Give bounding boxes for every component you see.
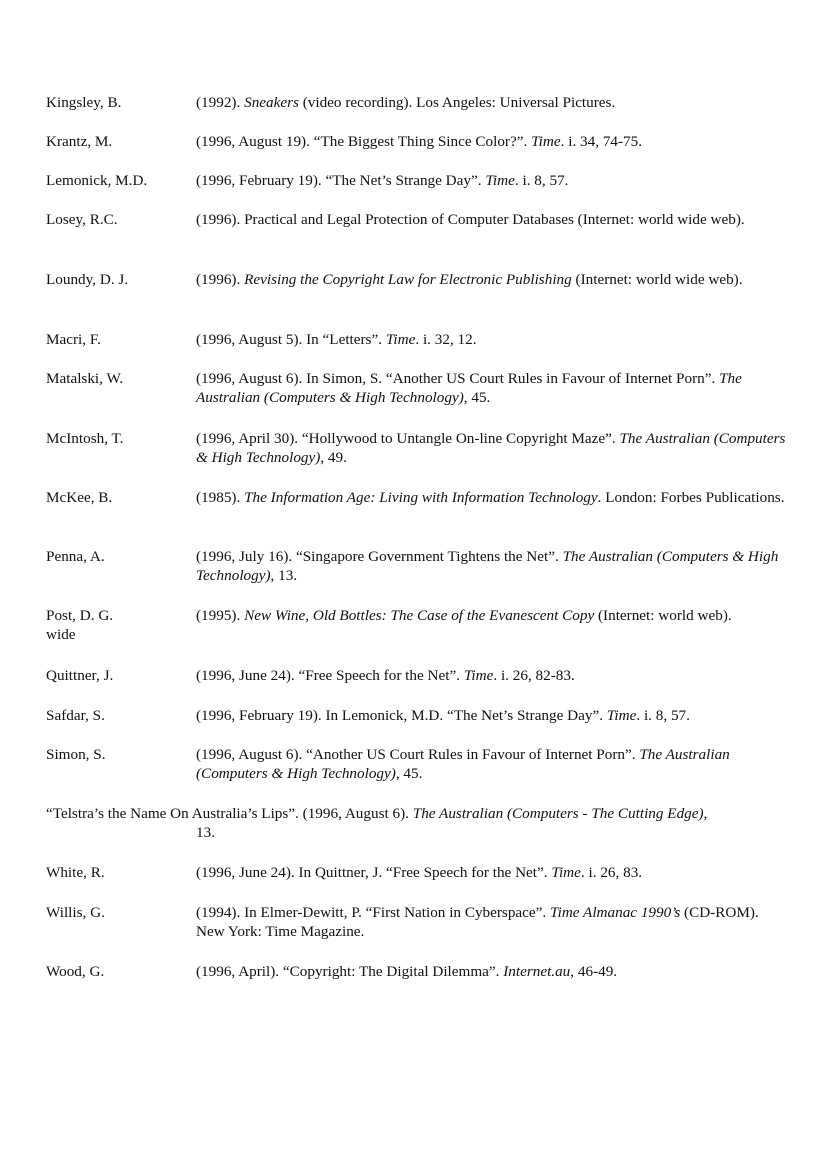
italic-title: The Information Age: Living with Information Technology [244,489,598,506]
reference-text [196,606,786,625]
text-run: (1996, August 6). “Another US Court Rules in Favour of Internet Porn”. [196,746,640,763]
text-run: (1996, April 30). “Hollywood to Untangle On-line Copyright Maze”. [196,430,620,447]
text-run: , 45. [395,765,423,782]
reference-text [196,488,786,507]
italic-title: New Wine, Old Bottles: The Case of the Evanescent Copy [244,607,595,624]
reference-author: Krantz, M. [46,133,113,150]
reference-author: Quittner, J. [46,667,114,684]
italic-title: Revising the Copyright Law for Electronic Publishing [244,271,572,288]
reference-text [196,666,786,685]
text-run: , 46-49. [570,963,618,980]
text-run: “Telstra’s the Name On Australia’s Lips”. (1996, August 6). [46,805,413,822]
text-run: (1996, February 19). “The Net’s Strange Day”. [196,172,486,189]
reference-author: Losey, R.C. [46,211,118,228]
reference-text [196,547,786,585]
italic-title: Time [551,864,581,881]
reference-author: Safdar, S. [46,707,105,724]
text-run: . i. 26, 82-83. [493,667,575,684]
italic-title: The Australian (Computers & High Technology) [196,548,779,584]
reference-text-full [46,804,791,842]
text-run: . London: Forbes Publications. [597,489,785,506]
text-run: (1996). [196,271,245,288]
italic-title: Sneakers [244,94,299,111]
reference-text [196,132,786,151]
reference-author: White, R. [46,864,105,881]
italic-title: Time [385,331,416,348]
italic-title: Time Almanac 1990’s [550,904,681,921]
reference-text [196,93,786,112]
text-run: (1996, April). “Copyright: The Digital Dilemma”. [196,963,504,980]
text-run: . i. 8, 57. [514,172,569,189]
text-run: . i. 26, 83. [580,864,643,881]
reference-author: Loundy, D. J. [46,271,129,288]
reference-author: Simon, S. [46,746,106,763]
italic-title: The Australian (Computers & High Technology) [196,370,742,406]
text-run: (1992). [196,94,245,111]
text-run: (1996). Practical and Legal Protection of Computer Databases (Internet: world wide web). [196,211,745,228]
text-run: (1994). In Elmer-Dewitt, P. “First Nation in Cyberspace”. [196,904,550,921]
text-run: (1996, August 19). “The Biggest Thing Since Color?”. [196,133,532,150]
italic-title: The Australian (Computers - The Cutting Edge), [412,805,708,822]
text-run: . i. 34, 74-75. [560,133,643,150]
reference-author: McKee, B. [46,489,113,506]
reference-author: Macri, F. [46,331,101,348]
reference-tail: 13. [196,824,215,841]
reference-text [196,210,786,229]
reference-author: Wood, G. [46,963,105,980]
text-run: , 45. [463,389,491,406]
text-run: (Internet: world web). [594,607,732,624]
reference-author: McIntosh, T. [46,430,124,447]
reference-text [196,270,786,289]
text-run: (1996, August 6). In Simon, S. “Another US Court Rules in Favour of Internet Porn”. [196,370,720,387]
reference-author: Post, D. G. wide [46,607,114,643]
text-run: , 13. [270,567,298,584]
reference-author: Penna, A. [46,548,105,565]
text-run: (1996, February 19). In Lemonick, M.D. “The Net’s Strange Day”. [196,707,607,724]
text-run: (1996, August 5). In “Letters”. [196,331,386,348]
reference-text [196,429,786,467]
reference-author: Matalski, W. [46,370,124,387]
reference-text [196,330,786,349]
reference-text [196,962,786,981]
text-run: (1995). [196,607,245,624]
text-run: (Internet: world wide web). [571,271,743,288]
reference-author: Willis, G. [46,904,105,921]
reference-text [196,745,786,783]
italic-title: Time [485,172,515,189]
reference-author: Lemonick, M.D. [46,172,148,189]
italic-title: The Australian (Computers & High Technology) [196,430,786,466]
text-run: . i. 8, 57. [636,707,690,724]
italic-title: Time [531,133,561,150]
reference-text [196,369,786,407]
text-run: (1996, June 24). In Quittner, J. “Free Speech for the Net”. [196,864,552,881]
text-run: (1985). [196,489,245,506]
text-run: (video recording). Los Angeles: Universal Pictures. [298,94,616,111]
italic-title: Internet.au [503,963,571,980]
text-run: . i. 32, 12. [415,331,477,348]
reference-text [196,706,786,725]
italic-title: The Australian (Computers & High Technology) [196,746,730,782]
text-run: (1996, June 24). “Free Speech for the Net”. [196,667,464,684]
reference-text [196,903,786,941]
reference-author: Kingsley, B. [46,94,122,111]
text-run: , 49. [320,449,347,466]
reference-text [196,863,786,882]
italic-title: Time [463,667,494,684]
text-run: (CD-ROM). New York: Time Magazine. [196,904,759,940]
reference-text [46,805,707,822]
reference-text [196,171,786,190]
italic-title: Time [606,707,637,724]
text-run: (1996, July 16). “Singapore Government Tightens the Net”. [196,548,563,565]
